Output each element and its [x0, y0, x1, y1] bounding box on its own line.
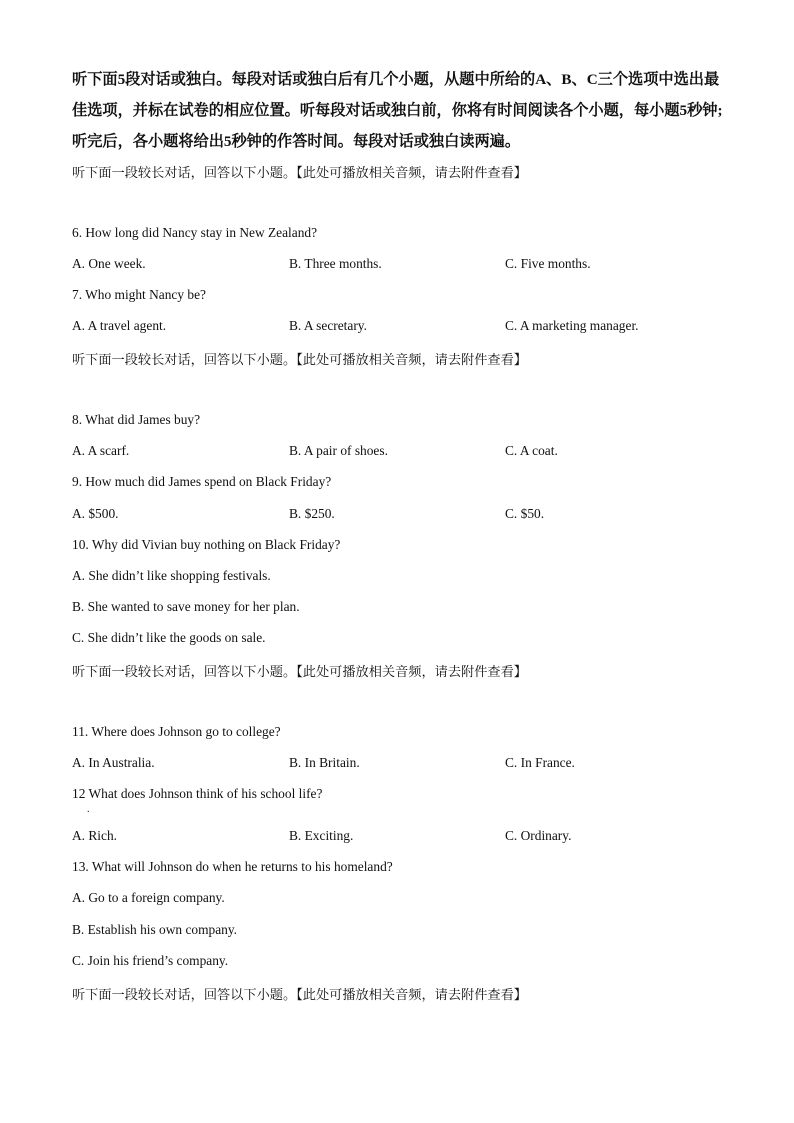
question-stem: 10. Why did Vivian buy nothing on Black Friday? — [72, 537, 341, 552]
option-c: C. Join his friend’s company. — [72, 953, 229, 968]
question-stem: 7. Who might Nancy be? — [72, 287, 206, 302]
option-a: A. Go to a foreign company. — [72, 890, 225, 905]
section-instructions: 听下面5段对话或独白。每段对话或独白后有几个小题，从题中所给的A、B、C三个选项中选出最佳选项，并标在试卷的相应位置。听每段对话或独白前，你将有时间阅读各个小题，每小题5秒钟;听完后，各小题将给出5秒钟的作答时间。每段对话或独白读两遍。 — [72, 71, 723, 150]
option-b: B. She wanted to save money for her plan. — [72, 599, 300, 614]
stray-dot: . — [87, 804, 90, 815]
option-c: C. A marketing manager. — [505, 318, 639, 333]
option-a: A. In Australia. — [72, 755, 155, 770]
question-stem: 8. What did James buy? — [72, 412, 201, 427]
audio-note: 听下面一段较长对话，回答以下小题。【此处可播放相关音频，请去附件查看】 — [72, 352, 527, 367]
question-stem: 9. How much did James spend on Black Friday? — [72, 474, 332, 489]
option-b: B. A pair of shoes. — [289, 443, 388, 458]
option-b: B. Establish his own company. — [72, 922, 238, 937]
option-a: A. A travel agent. — [72, 318, 167, 333]
option-c: C. In France. — [505, 755, 575, 770]
option-c: C. She didn’t like the goods on sale. — [72, 630, 266, 645]
option-b: B. In Britain. — [289, 755, 360, 770]
option-a: A. One week. — [72, 256, 146, 271]
option-a: A. She didn’t like shopping festivals. — [72, 568, 271, 583]
option-b: B. Three months. — [289, 256, 382, 271]
audio-note: 听下面一段较长对话，回答以下小题。【此处可播放相关音频，请去附件查看】 — [72, 664, 527, 679]
option-b: B. $250. — [289, 506, 335, 521]
audio-note: 听下面一段较长对话，回答以下小题。【此处可播放相关音频，请去附件查看】 — [72, 165, 527, 180]
option-a: A. Rich. — [72, 828, 118, 843]
option-c: C. Five months. — [505, 256, 591, 271]
option-b: B. Exciting. — [289, 828, 354, 843]
option-a: A. $500. — [72, 506, 119, 521]
option-c: C. Ordinary. — [505, 828, 572, 843]
question-stem: 12 What does Johnson think of his school life? — [72, 786, 323, 801]
option-c: C. A coat. — [505, 443, 558, 458]
question-stem: 13. What will Johnson do when he returns to his homeland? — [72, 859, 393, 874]
option-a: A. A scarf. — [72, 443, 130, 458]
option-b: B. A secretary. — [289, 318, 367, 333]
question-stem: 11. Where does Johnson go to college? — [72, 724, 281, 739]
question-stem: 6. How long did Nancy stay in New Zealand? — [72, 225, 318, 240]
audio-note: 听下面一段较长对话，回答以下小题。【此处可播放相关音频，请去附件查看】 — [72, 987, 527, 1002]
option-c: C. $50. — [505, 506, 545, 521]
